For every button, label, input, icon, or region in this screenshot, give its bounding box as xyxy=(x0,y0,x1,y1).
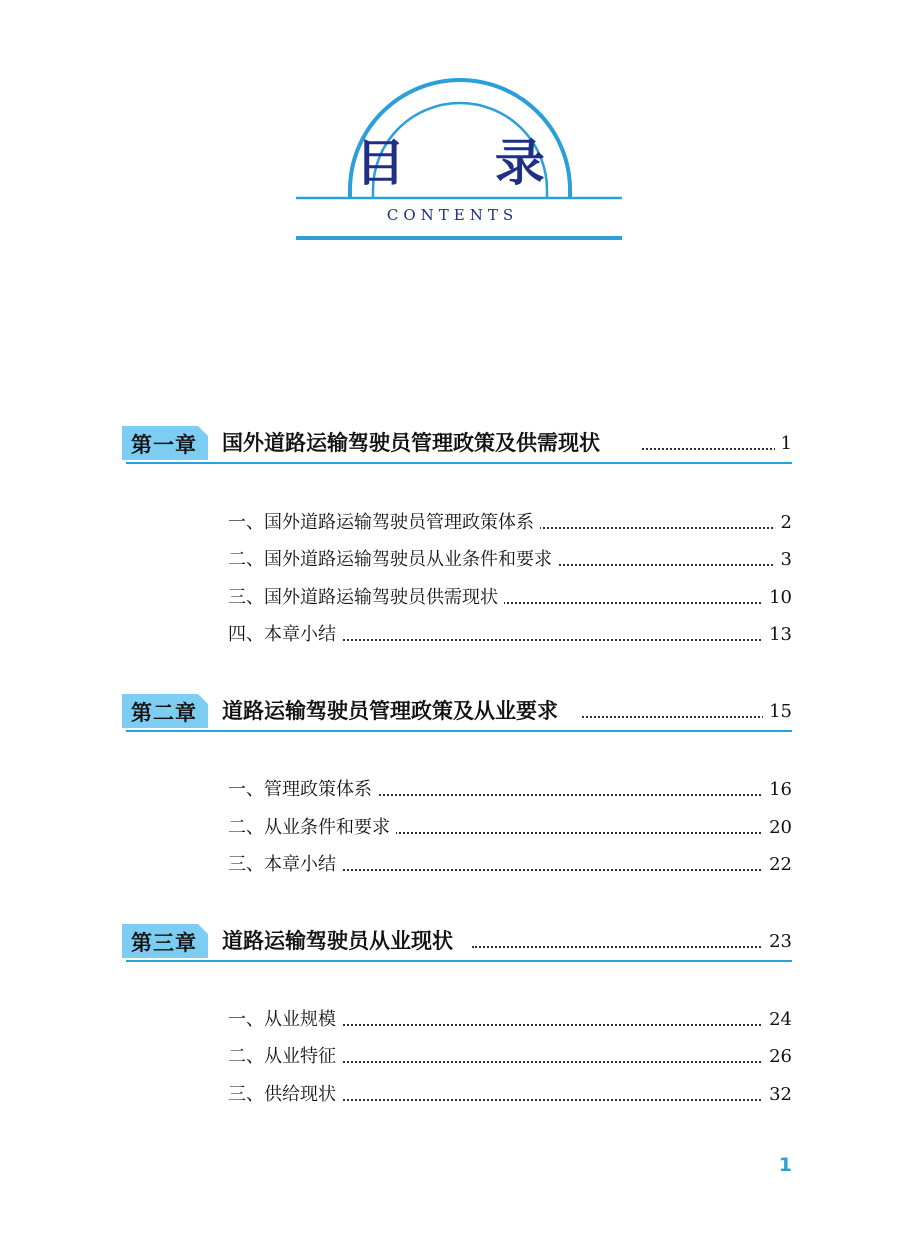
toc-entry-1-3[interactable] xyxy=(228,584,792,614)
entry-page: 16 xyxy=(763,776,792,804)
entry-page: 22 xyxy=(763,851,792,879)
entry-page: 2 xyxy=(775,509,792,537)
page-number: 1 xyxy=(778,1154,792,1176)
entry-title: 三、本章小结 xyxy=(228,851,342,879)
toc-entry-3-3[interactable] xyxy=(228,1081,792,1111)
chapter-rule xyxy=(126,960,792,962)
chapter-label: 第二章 xyxy=(131,700,197,725)
chapter-page: 15 xyxy=(763,698,792,726)
toc-header xyxy=(0,0,900,260)
toc-entry-1-2[interactable] xyxy=(228,546,792,576)
chapter-rule xyxy=(126,462,792,464)
toc-entry-3-1[interactable] xyxy=(228,1006,792,1036)
dot-leader xyxy=(642,448,792,450)
entry-page: 32 xyxy=(763,1081,792,1109)
toc-entry-3-2[interactable] xyxy=(228,1043,792,1073)
entry-title: 一、从业规模 xyxy=(228,1006,342,1034)
dot-leader xyxy=(472,946,792,948)
entry-page: 20 xyxy=(763,814,792,842)
toc-entry-2-1[interactable] xyxy=(228,776,792,806)
toc-entry-1-1[interactable] xyxy=(228,509,792,539)
entry-title: 二、从业条件和要求 xyxy=(228,814,396,842)
toc-entry-2-2[interactable] xyxy=(228,814,792,844)
entry-page: 26 xyxy=(763,1043,792,1071)
entry-page: 24 xyxy=(763,1006,792,1034)
entry-title: 二、从业特征 xyxy=(228,1043,342,1071)
chapter-label: 第三章 xyxy=(131,930,197,955)
toc-chapter-1[interactable] xyxy=(122,424,792,464)
toc-chapter-3[interactable] xyxy=(122,922,792,962)
entry-title: 一、国外道路运输驾驶员管理政策体系 xyxy=(228,509,540,537)
chapter-title: 国外道路运输驾驶员管理政策及供需现状 xyxy=(222,428,604,458)
entry-title: 四、本章小结 xyxy=(228,621,342,649)
toc-entry-1-4[interactable] xyxy=(228,621,792,651)
chapter-title: 道路运输驾驶员从业现状 xyxy=(222,926,457,956)
entry-page: 10 xyxy=(763,584,792,612)
entry-title: 二、国外道路运输驾驶员从业条件和要求 xyxy=(228,546,558,574)
entry-title: 三、国外道路运输驾驶员供需现状 xyxy=(228,584,504,612)
entry-page: 13 xyxy=(763,621,792,649)
dot-leader xyxy=(582,716,792,718)
chapter-page: 23 xyxy=(763,928,792,956)
page-subtitle: CONTENTS xyxy=(386,206,519,224)
entry-page: 3 xyxy=(775,546,792,574)
page-title: 目 录 xyxy=(355,134,581,192)
entry-title: 一、管理政策体系 xyxy=(228,776,378,804)
chapter-title: 道路运输驾驶员管理政策及从业要求 xyxy=(222,696,562,726)
entry-title: 三、供给现状 xyxy=(228,1081,342,1109)
chapter-page: 1 xyxy=(775,430,792,458)
toc-chapter-2[interactable] xyxy=(122,692,792,732)
toc-entry-2-3[interactable] xyxy=(228,851,792,881)
chapter-rule xyxy=(126,730,792,732)
chapter-label: 第一章 xyxy=(131,432,197,457)
